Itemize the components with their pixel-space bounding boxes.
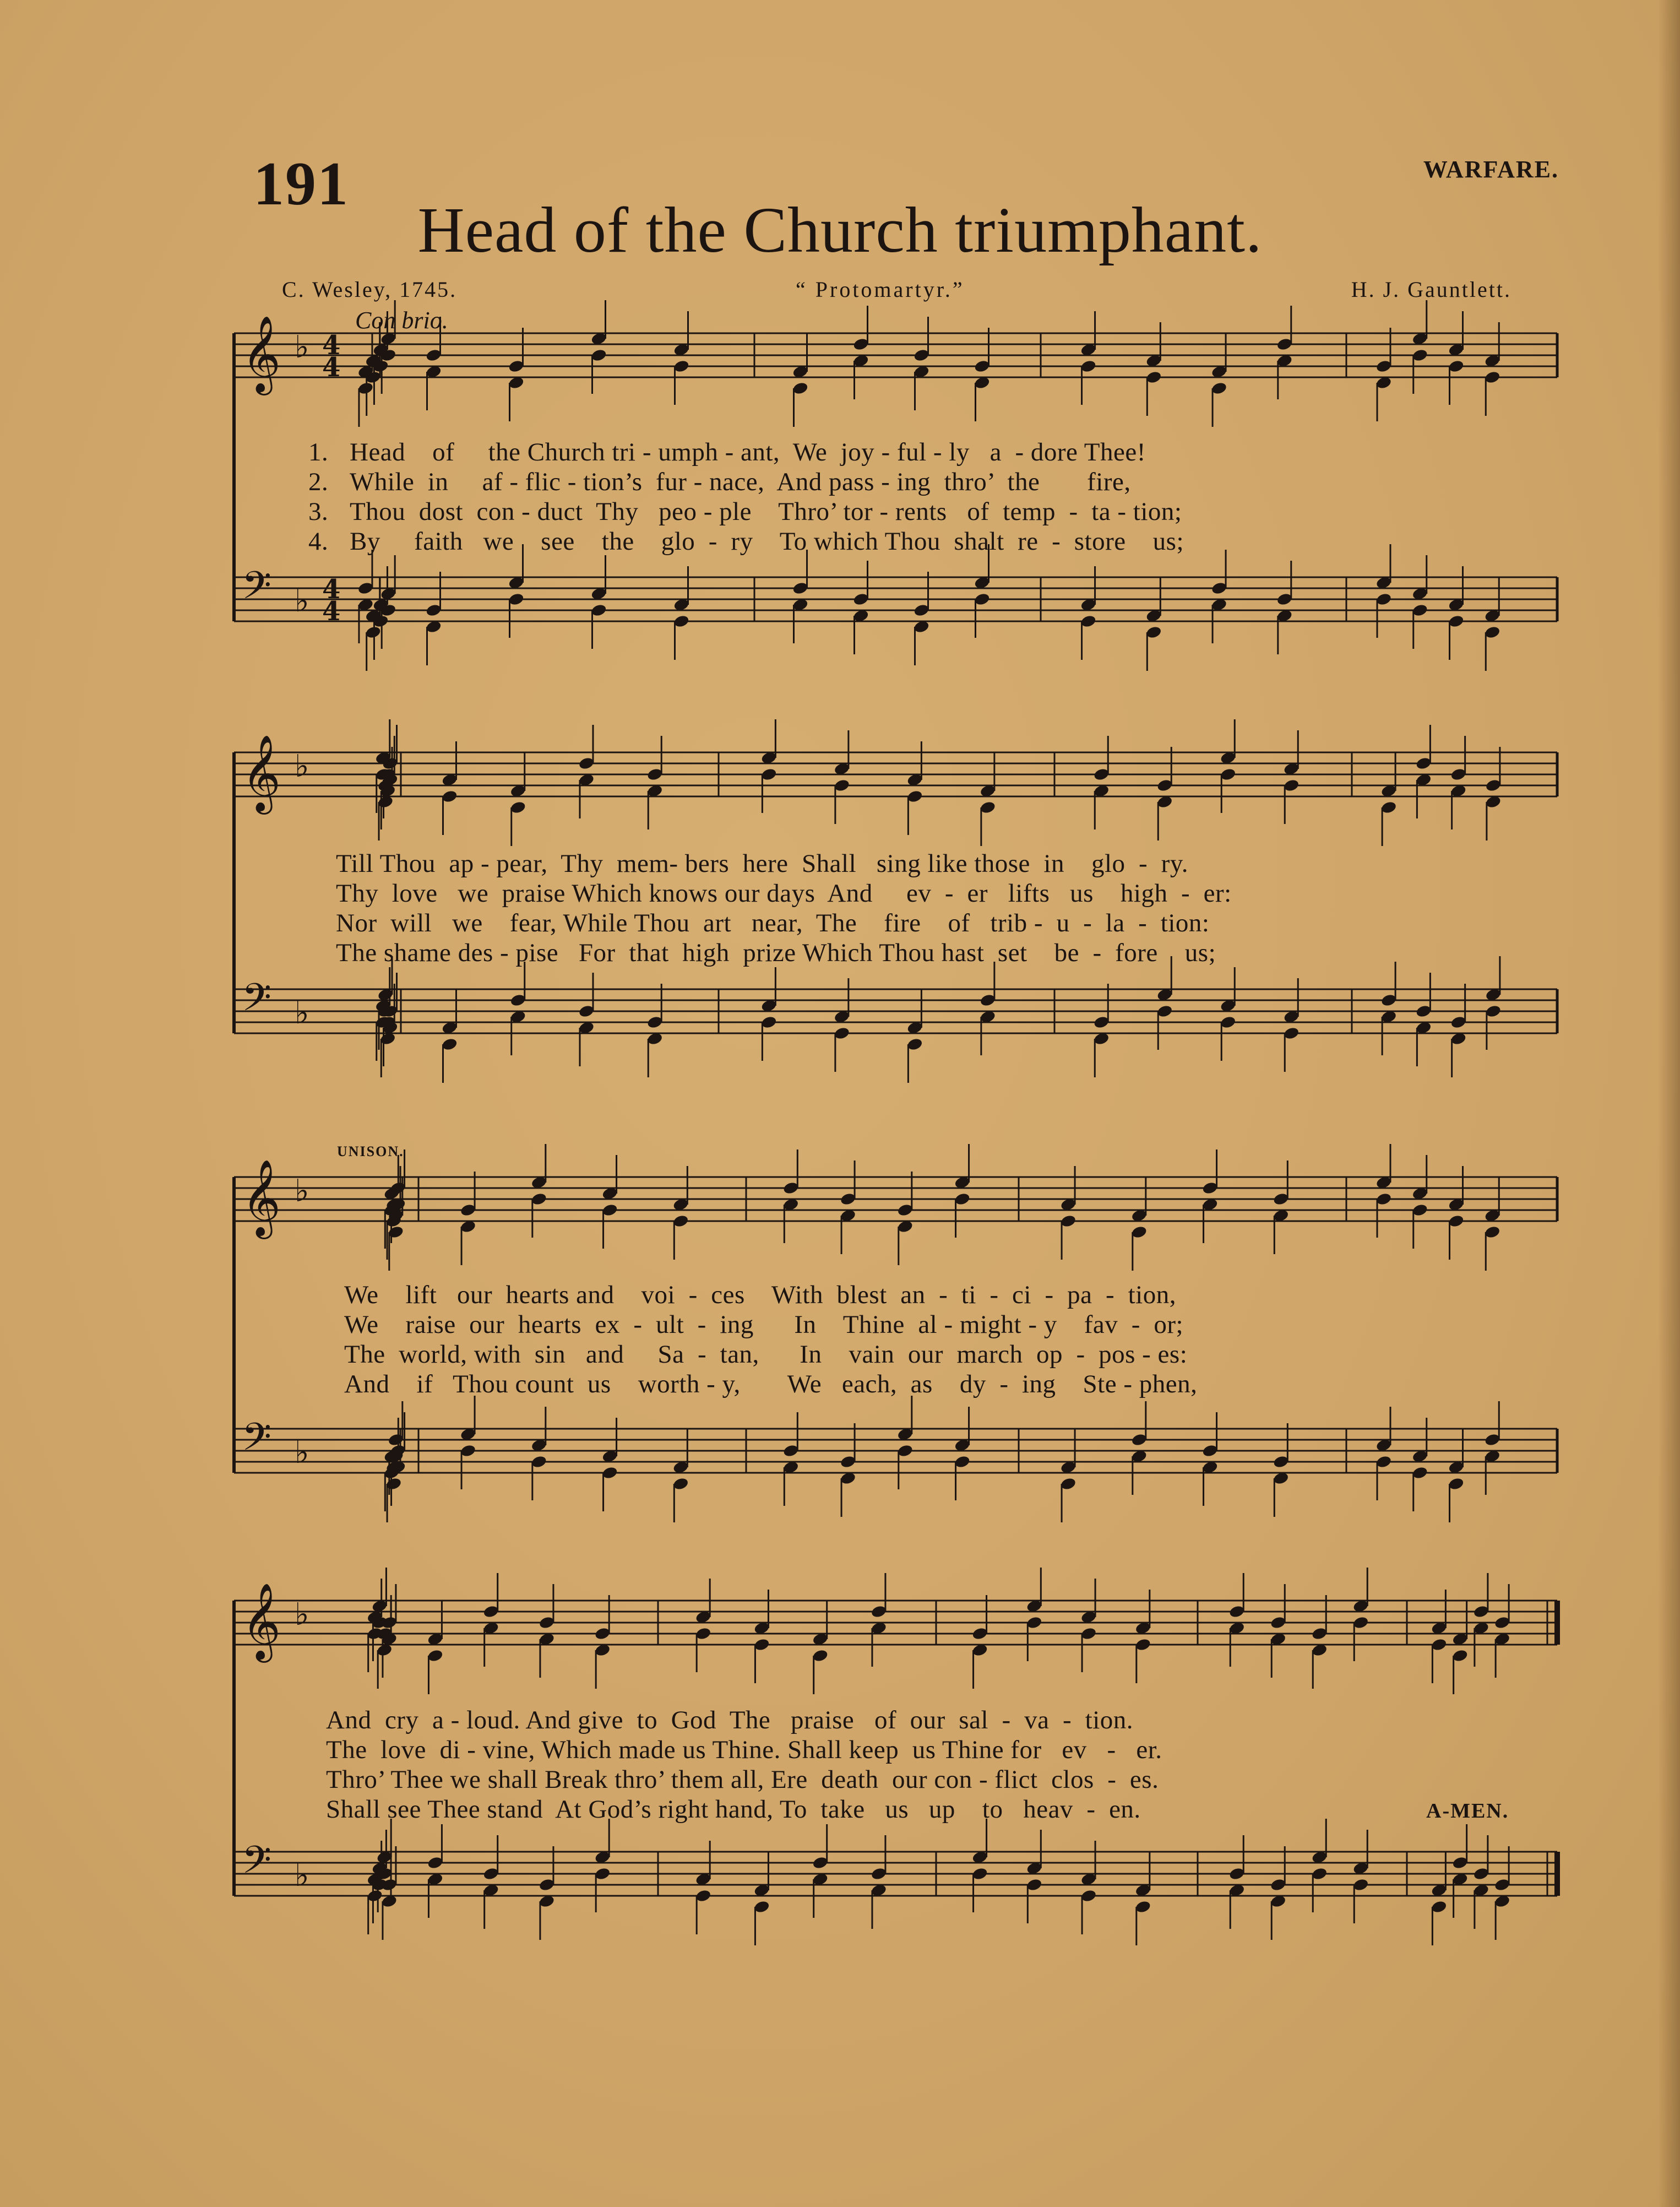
hymn-number: 191: [253, 150, 349, 218]
bass-clef: 𝄢: [242, 563, 272, 617]
flat-sign: ♭: [295, 1858, 309, 1894]
treble-clef: 𝄞: [242, 1583, 281, 1660]
lyric-line: We raise our hearts ex - ult - ing In Thine al - might - y fav - or;: [344, 1310, 1184, 1339]
flat-sign: ♭: [295, 1435, 309, 1471]
flat-sign: ♭: [295, 995, 309, 1031]
flat-sign: ♭: [295, 583, 309, 619]
lyric-line: We lift our hearts and voi - ces With blest an - ti - ci - pa - tion,: [344, 1281, 1176, 1309]
lyric-line: Thy love we praise Which knows our days And ev - er lifts us high - er:: [336, 879, 1232, 908]
lyric-line: And cry a - loud. And give to God The praise of our sal - va - tion.: [326, 1706, 1134, 1734]
lyric-line: 4. By faith we see the glo - ry To which Thou shalt re - store us;: [308, 527, 1184, 556]
time-signature-bottom: 4: [322, 596, 341, 627]
author-credit: C. Wesley, 1745.: [282, 277, 458, 302]
tune-name: “ Protomartyr.”: [796, 277, 965, 302]
section-heading: WARFARE.: [1423, 156, 1559, 183]
unison-direction: UNISON.: [337, 1143, 404, 1159]
lyric-line: And if Thou count us worth - y, We each, as dy - ing Ste - phen,: [344, 1370, 1198, 1398]
lyric-line: Thro’ Thee we shall Break thro’ them all, Ere death our con - flict clos - es.: [326, 1765, 1159, 1794]
bass-clef: 𝄢: [242, 975, 272, 1029]
flat-sign: ♭: [295, 1597, 309, 1633]
lyric-line: 2. While in af - flic - tion’s fur - nace, And pass - ing thro’ the fire,: [308, 468, 1131, 496]
flat-sign: ♭: [295, 1173, 309, 1209]
lyric-line: The world, with sin and Sa - tan, In vain our march op - pos - es:: [344, 1340, 1188, 1369]
flat-sign: ♭: [295, 329, 309, 365]
lyric-line: The love di - vine, Which made us Thine. Shall keep us Thine for ev - er.: [326, 1736, 1162, 1764]
tempo-marking: Con brio.: [355, 307, 448, 334]
treble-clef: 𝄞: [242, 316, 281, 392]
lyric-line: Till Thou ap - pear, Thy mem- bers here Shall sing like those in glo - ry.: [336, 849, 1189, 878]
time-signature-bottom: 4: [322, 352, 341, 383]
treble-clef: 𝄞: [242, 1159, 281, 1236]
composer-credit: H. J. Gauntlett.: [1351, 277, 1512, 302]
flat-sign: ♭: [295, 749, 309, 784]
bass-clef: 𝄢: [242, 1837, 272, 1891]
lyric-line: Nor will we fear, While Thou art near, The fire of trib - u - la - tion:: [336, 909, 1210, 937]
lyric-line: 3. Thou dost con - duct Thy peo - ple Thro’ tor - rents of temp - ta - tion;: [308, 497, 1182, 526]
lyric-line: 1. Head of the Church tri - umph - ant, We joy - ful - ly a - dore Thee!: [308, 438, 1146, 467]
time-signature-top: 4: [322, 330, 341, 361]
treble-clef: 𝄞: [242, 735, 281, 811]
hymn-title: Head of the Church triumphant.: [417, 194, 1263, 266]
bass-clef: 𝄢: [242, 1414, 272, 1468]
lyric-line: Shall see Thee stand At God’s right hand, To take us up to heav - en.: [326, 1795, 1141, 1824]
time-signature-top: 4: [322, 574, 341, 605]
lyric-line: The shame des - pise For that high prize Which Thou hast set be - fore us;: [336, 939, 1216, 967]
amen-label: A-MEN.: [1426, 1799, 1509, 1823]
